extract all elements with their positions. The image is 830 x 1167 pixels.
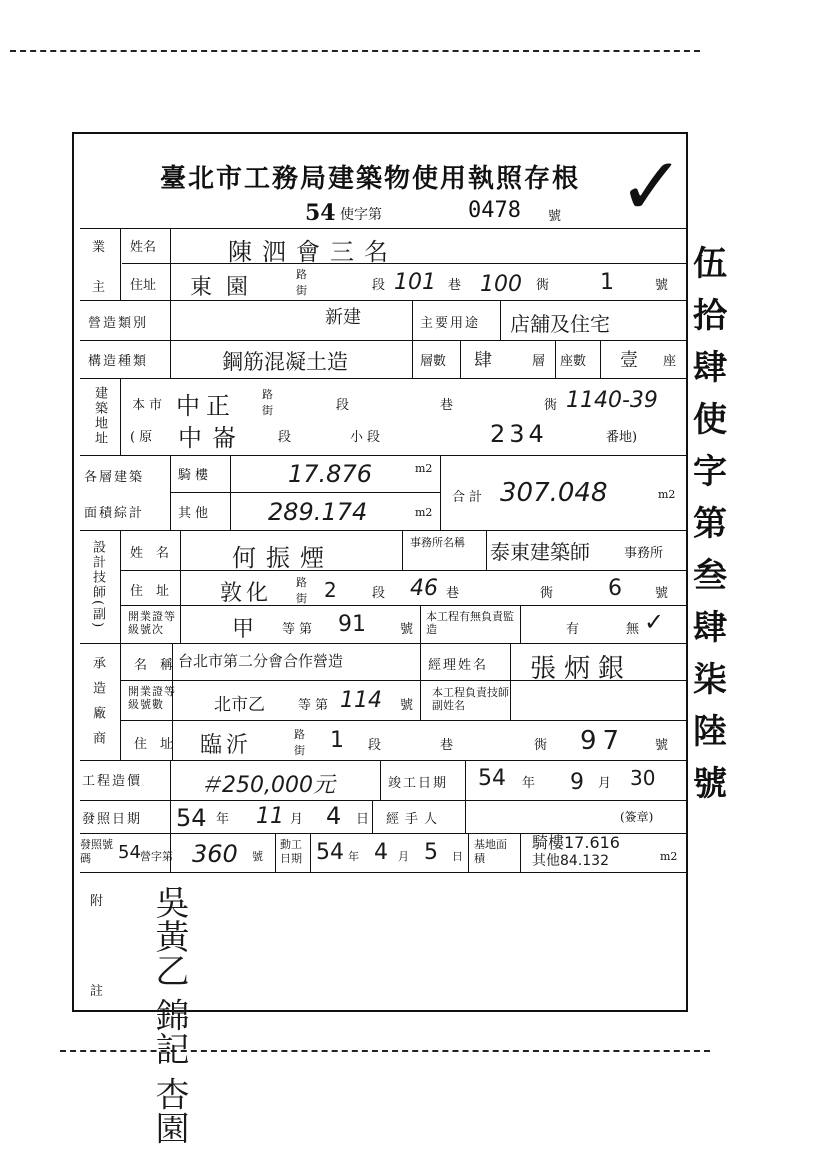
- rule: [120, 228, 121, 300]
- m2-unit: m2: [415, 462, 433, 475]
- hao-label: 號: [655, 278, 669, 293]
- city-label: 本市: [132, 398, 167, 413]
- construction-type-value: 新建: [325, 307, 361, 328]
- month-label: 月: [290, 812, 304, 827]
- alley-label: 衖: [536, 278, 550, 293]
- designer-address-value: 敦化: [220, 581, 273, 606]
- start-month-value: 4: [374, 840, 388, 865]
- contractor-address-value: 臨沂: [200, 733, 253, 758]
- rule: [170, 300, 171, 378]
- remarks-label: 註: [90, 984, 104, 999]
- license-suffix: 號: [548, 209, 562, 224]
- ying-zi-label: 營字第: [140, 850, 173, 863]
- side-char: 號: [693, 764, 727, 804]
- road-label: 路: [296, 268, 307, 281]
- alley-label: 衖: [544, 398, 558, 413]
- month-label: 月: [598, 776, 612, 791]
- contractor-name-value: 台北市第二分會合作營造: [178, 652, 344, 670]
- rule: [486, 530, 487, 570]
- buildings-value: 壹: [620, 350, 638, 371]
- start-year-value: 54: [316, 840, 344, 865]
- rule: [500, 300, 501, 340]
- rule: [120, 720, 686, 721]
- license-year: 54: [305, 200, 336, 226]
- structure-type-label: 構造種類: [88, 354, 149, 369]
- contractor-cert-no-value: 114: [340, 688, 382, 713]
- rule: [230, 455, 231, 530]
- rule: [520, 605, 521, 643]
- owner-no-value: 1: [600, 270, 614, 295]
- lane-label: 巷: [448, 278, 462, 293]
- m2-unit: m2: [658, 488, 676, 501]
- handler-label: 經手人: [386, 812, 444, 827]
- rule: [420, 605, 421, 643]
- hao-label: 號: [655, 738, 669, 753]
- yes-label: 有: [566, 622, 580, 637]
- side-char: 使: [693, 400, 727, 440]
- designer-address-label: 住 址: [130, 584, 170, 599]
- contractor-address-label: 住 址: [134, 737, 174, 752]
- rule: [170, 492, 440, 493]
- rule: [80, 378, 686, 379]
- site-area-label: 基地面積: [474, 838, 507, 865]
- main-use-label: 主要用途: [420, 316, 481, 331]
- floors-value: 肆: [474, 350, 492, 371]
- rule: [460, 340, 461, 378]
- total-label: 合計: [452, 490, 487, 505]
- contractor-group-label: 承造廠商: [90, 656, 105, 756]
- floors-label: 層數: [420, 354, 447, 369]
- rule: [120, 530, 121, 643]
- designer-class-value: 甲: [232, 617, 255, 642]
- building-unit-label: 座: [663, 354, 677, 369]
- owner-group-label: 主: [92, 280, 106, 295]
- year-label: 年: [348, 850, 359, 863]
- side-char: 柒: [693, 660, 727, 700]
- issue-date-label: 發照日期: [82, 812, 143, 827]
- rule: [380, 760, 381, 800]
- side-char: 肆: [693, 348, 727, 388]
- floor-unit-label: 層: [532, 354, 546, 369]
- arcade-label: 騎樓: [178, 468, 213, 483]
- manager-name-label: 經理姓名: [428, 658, 489, 673]
- owner-address-label: 住址: [130, 278, 157, 293]
- section-label: 段: [278, 430, 292, 445]
- side-vertical-text: [688, 238, 732, 810]
- orig-section-value: 中崙: [178, 424, 246, 452]
- rule: [440, 455, 441, 530]
- owner-name-label: 姓名: [130, 240, 157, 255]
- company-name-label: 名 稱: [134, 658, 174, 673]
- side-char: 第: [693, 504, 727, 544]
- rule: [555, 340, 556, 378]
- side-char: 陸: [693, 712, 727, 752]
- total-area-value: 307.048: [500, 478, 608, 508]
- rule: [420, 643, 421, 720]
- issue-year-value: 54: [176, 804, 207, 832]
- rule: [468, 833, 469, 872]
- road-label: 路: [294, 728, 305, 741]
- owner-road-value: 東園: [190, 275, 263, 300]
- no-label: 無: [626, 622, 640, 637]
- remarks-label: 附: [90, 894, 104, 909]
- hao-label: 號: [252, 850, 263, 863]
- site-area-arcade-value: 騎樓17.616: [532, 833, 620, 852]
- rule: [465, 800, 466, 833]
- year-label: 年: [522, 776, 536, 791]
- cost-value: ＃250,000元: [200, 773, 335, 798]
- completion-date-label: 竣工日期: [388, 776, 449, 791]
- seal-label: (簽章): [620, 810, 654, 824]
- street-label: 街: [294, 744, 305, 757]
- designer-group-label: 設計技師(副): [90, 540, 105, 630]
- rule: [120, 570, 686, 571]
- rule: [122, 263, 686, 264]
- issue-month-value: 11: [256, 804, 284, 829]
- rule: [402, 530, 403, 570]
- supervisor-question-label: 本工程有無負責監造: [426, 610, 514, 636]
- road-label: 路: [296, 576, 307, 589]
- side-char: 伍: [693, 244, 727, 284]
- original-label: (原: [130, 430, 157, 445]
- rule: [120, 378, 121, 455]
- permit-no-label: 發照號碼: [80, 838, 113, 865]
- site-no-value: 1140-39: [566, 388, 658, 413]
- section-label: 段: [336, 398, 350, 413]
- rule: [310, 833, 311, 872]
- rule: [520, 833, 521, 872]
- owner-lane-value: 101: [394, 270, 436, 295]
- month-label: 月: [398, 850, 409, 863]
- designer-no-value: 6: [608, 576, 622, 601]
- main-use-value: 店舖及住宅: [510, 312, 610, 336]
- rule: [412, 300, 413, 340]
- lane-label: 巷: [440, 738, 454, 753]
- class-no-label: 等第: [282, 622, 317, 637]
- hao-label: 號: [400, 698, 414, 713]
- designer-lane-value: 46: [410, 576, 438, 601]
- construction-type-label: 營造類別: [88, 316, 149, 331]
- office-suffix-label: 事務所: [624, 546, 664, 561]
- designer-cert-no-value: 91: [338, 612, 366, 637]
- alley-label: 衖: [540, 586, 554, 601]
- completion-month-value: 9: [570, 770, 584, 795]
- owner-group-label: 業: [92, 240, 106, 255]
- rule: [80, 872, 686, 873]
- rule: [372, 800, 373, 833]
- check-mark: ✓: [618, 140, 686, 233]
- class-no-label: 等第: [298, 698, 333, 713]
- office-value: 泰東建築師: [490, 540, 590, 564]
- completion-year-value: 54: [478, 766, 506, 791]
- page-title: 臺北市工務局建築物使用執照存根: [160, 164, 581, 194]
- street-label: 街: [296, 592, 307, 605]
- permit-year-value: 54: [118, 842, 141, 863]
- manager-value: 張炳銀: [530, 654, 633, 684]
- supervision-check-value: ✓: [644, 608, 665, 636]
- orig-lot-value: 234: [490, 420, 548, 448]
- building-count-label: 座數: [560, 354, 587, 369]
- designer-name-label: 姓 名: [130, 546, 170, 561]
- contractor-section-value: 1: [330, 728, 344, 753]
- site-road-value: 中正: [176, 392, 236, 420]
- start-date-label: 動工日期: [280, 838, 302, 865]
- street-label: 街: [262, 404, 273, 417]
- year-label: 年: [216, 812, 230, 827]
- license-prefix: 使字第: [340, 207, 382, 223]
- site-group-label: 建築地址: [92, 386, 107, 446]
- street-label: 街: [296, 284, 307, 297]
- side-char: 字: [693, 452, 727, 492]
- side-char: 叁: [693, 556, 727, 596]
- hao-label: 號: [400, 622, 414, 637]
- rule: [170, 455, 171, 530]
- structure-value: 鋼筋混凝土造: [222, 350, 348, 374]
- practice-cert-label: 開業證等級號次: [128, 610, 176, 636]
- rule: [275, 833, 276, 872]
- road-label: 路: [262, 388, 273, 401]
- lane-label: 巷: [440, 398, 454, 413]
- owner-name-value: 陳泗會三名: [228, 238, 398, 266]
- section-label: 段: [372, 278, 386, 293]
- side-char: 拾: [693, 296, 727, 336]
- day-label: 日: [452, 850, 463, 863]
- start-day-value: 5: [424, 840, 438, 865]
- rule: [120, 643, 121, 760]
- contractor-alley-value: 97: [580, 726, 626, 756]
- license-number: 0478: [468, 198, 521, 223]
- completion-day-value: 30: [630, 766, 656, 790]
- arcade-area-value: 17.876: [288, 460, 372, 488]
- scan-line-top: [10, 50, 700, 52]
- rule: [412, 340, 413, 378]
- side-char: 肆: [693, 608, 727, 648]
- area-group-label: 各層建築: [84, 470, 145, 485]
- hao-label: 號: [655, 586, 669, 601]
- section-label: 段: [368, 738, 382, 753]
- office-name-label: 事務所名稱: [410, 536, 465, 549]
- rule: [600, 340, 601, 378]
- rule: [170, 228, 171, 300]
- alley-label: 衖: [534, 738, 548, 753]
- contractor-cert-value: 北市乙: [214, 695, 265, 715]
- day-label: 日: [356, 812, 370, 827]
- permit-number-value: 360: [192, 840, 238, 868]
- issue-day-value: 4: [326, 802, 342, 830]
- area-group-label: 面積綜計: [84, 506, 145, 521]
- other-label: 其他: [178, 506, 213, 521]
- tech-name-label: 本工程負責技師副姓名: [432, 686, 509, 712]
- section-label: 段: [372, 586, 386, 601]
- other-area-value: 289.174: [268, 498, 368, 526]
- designer-section-value: 2: [324, 578, 337, 602]
- rule: [180, 530, 181, 643]
- site-area-other-value: 其他84.132: [532, 853, 609, 869]
- reg-cert-label: 開業證等級號數: [128, 685, 176, 711]
- rule: [80, 530, 686, 531]
- lot-no-label: 番地): [606, 430, 638, 445]
- rule: [80, 643, 686, 644]
- rule: [120, 605, 686, 606]
- cost-label: 工程造價: [82, 774, 143, 789]
- rule: [465, 760, 466, 800]
- owner-alley-value: 100: [480, 272, 522, 297]
- m2-unit: m2: [660, 850, 678, 863]
- designer-name-value: 何振煙: [232, 544, 334, 572]
- remarks-value: 吳黃乙 錦記 杏園: [149, 885, 189, 1145]
- lane-label: 巷: [446, 586, 460, 601]
- m2-unit: m2: [415, 506, 433, 519]
- small-section-label: 小段: [350, 430, 385, 445]
